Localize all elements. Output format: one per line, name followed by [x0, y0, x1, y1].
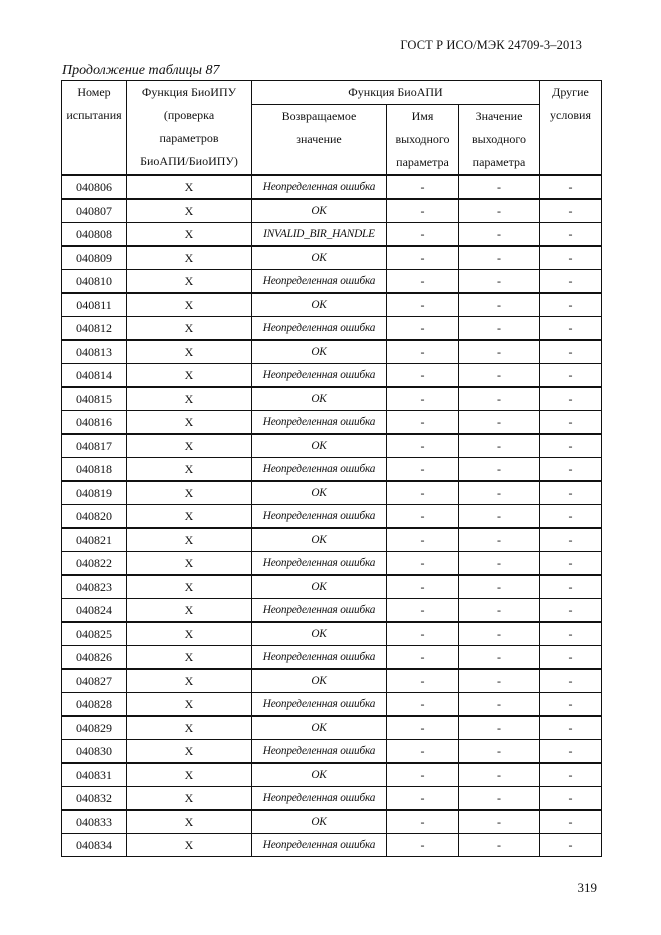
cell-output-value: -	[459, 622, 540, 646]
cell-output-value: -	[459, 316, 540, 340]
cell-return-value: Неопределенная ошибка	[252, 598, 387, 622]
table-row	[62, 316, 602, 340]
cell-bsp-check: X	[127, 175, 252, 199]
table-row	[62, 669, 602, 693]
cell-other-conditions: -	[540, 645, 602, 669]
cell-test-number: 040807	[62, 199, 127, 223]
cell-test-number: 040830	[62, 739, 127, 763]
cell-bsp-check: X	[127, 786, 252, 810]
cell-other-conditions: -	[540, 269, 602, 293]
header-output-name-line: Имя	[411, 109, 434, 123]
cell-other-conditions: -	[540, 598, 602, 622]
cell-output-name: -	[387, 175, 459, 199]
cell-output-name: -	[387, 622, 459, 646]
table-row	[62, 246, 602, 270]
header-output-value-line: выходного	[471, 132, 527, 146]
cell-return-value: OK	[252, 763, 387, 787]
cell-output-value: -	[459, 340, 540, 364]
table-row	[62, 692, 602, 716]
header-bsp-function-line: БиоАПИ/БиоИПУ)	[140, 154, 238, 168]
cell-return-value: OK	[252, 669, 387, 693]
cell-bsp-check: X	[127, 434, 252, 458]
cell-output-value: -	[459, 199, 540, 223]
cell-test-number: 040822	[62, 551, 127, 575]
header-bsp-function-line: Функция БиоИПУ	[141, 85, 237, 99]
cell-output-value: -	[459, 739, 540, 763]
cell-other-conditions: -	[540, 692, 602, 716]
cell-test-number: 040811	[62, 293, 127, 317]
table-row	[62, 340, 602, 364]
cell-bsp-check: X	[127, 739, 252, 763]
cell-output-name: -	[387, 269, 459, 293]
table-row	[62, 786, 602, 810]
cell-test-number: 040834	[62, 833, 127, 857]
cell-output-value: -	[459, 810, 540, 834]
cell-bsp-check: X	[127, 410, 252, 434]
table-row	[62, 222, 602, 246]
table-row	[62, 410, 602, 434]
cell-other-conditions: -	[540, 316, 602, 340]
cell-other-conditions: -	[540, 504, 602, 528]
test-table	[61, 80, 602, 857]
cell-return-value: Неопределенная ошибка	[252, 551, 387, 575]
table-row	[62, 269, 602, 293]
cell-bsp-check: X	[127, 387, 252, 411]
cell-bsp-check: X	[127, 598, 252, 622]
cell-return-value: OK	[252, 387, 387, 411]
cell-test-number: 040813	[62, 340, 127, 364]
cell-return-value: Неопределенная ошибка	[252, 786, 387, 810]
cell-other-conditions: -	[540, 833, 602, 857]
cell-bsp-check: X	[127, 669, 252, 693]
cell-return-value: Неопределенная ошибка	[252, 457, 387, 481]
cell-bsp-check: X	[127, 363, 252, 387]
header-output-name	[387, 105, 459, 176]
table-row	[62, 833, 602, 857]
header-return-line: значение	[296, 132, 342, 146]
cell-output-name: -	[387, 316, 459, 340]
cell-bsp-check: X	[127, 293, 252, 317]
cell-output-name: -	[387, 340, 459, 364]
cell-return-value: INVALID_BIR_HANDLE	[252, 222, 387, 246]
cell-return-value: Неопределенная ошибка	[252, 504, 387, 528]
cell-other-conditions: -	[540, 246, 602, 270]
cell-bsp-check: X	[127, 269, 252, 293]
cell-return-value: OK	[252, 434, 387, 458]
cell-test-number: 040833	[62, 810, 127, 834]
cell-other-conditions: -	[540, 669, 602, 693]
header-return-line: Возвращаемое	[281, 109, 357, 123]
cell-output-name: -	[387, 598, 459, 622]
cell-return-value: OK	[252, 481, 387, 505]
cell-bsp-check: X	[127, 481, 252, 505]
cell-other-conditions: -	[540, 363, 602, 387]
cell-bsp-check: X	[127, 222, 252, 246]
cell-bsp-check: X	[127, 199, 252, 223]
cell-bsp-check: X	[127, 504, 252, 528]
table-row	[62, 763, 602, 787]
cell-other-conditions: -	[540, 763, 602, 787]
cell-test-number: 040817	[62, 434, 127, 458]
header-test-number-line: Номер	[77, 85, 111, 99]
cell-other-conditions: -	[540, 528, 602, 552]
cell-return-value: OK	[252, 810, 387, 834]
table-row	[62, 293, 602, 317]
cell-test-number: 040823	[62, 575, 127, 599]
header-other-line: условия	[550, 108, 591, 122]
cell-output-value: -	[459, 575, 540, 599]
document-header: ГОСТ Р ИСО/МЭК 24709-3–2013	[400, 38, 582, 52]
header-biapi-function: Функция БиоАПИ	[252, 81, 540, 105]
cell-test-number: 040832	[62, 786, 127, 810]
cell-return-value: OK	[252, 716, 387, 740]
cell-output-value: -	[459, 293, 540, 317]
cell-test-number: 040824	[62, 598, 127, 622]
cell-bsp-check: X	[127, 810, 252, 834]
cell-test-number: 040819	[62, 481, 127, 505]
cell-test-number: 040828	[62, 692, 127, 716]
cell-output-name: -	[387, 434, 459, 458]
cell-bsp-check: X	[127, 622, 252, 646]
header-other-conditions	[540, 81, 602, 176]
cell-return-value: Неопределенная ошибка	[252, 833, 387, 857]
table-caption: Продолжение таблицы 87	[62, 63, 220, 78]
cell-other-conditions: -	[540, 551, 602, 575]
header-bsp-function-line: параметров	[159, 131, 219, 145]
cell-output-name: -	[387, 410, 459, 434]
cell-output-name: -	[387, 763, 459, 787]
table-row	[62, 363, 602, 387]
cell-output-name: -	[387, 575, 459, 599]
cell-return-value: Неопределенная ошибка	[252, 363, 387, 387]
cell-bsp-check: X	[127, 716, 252, 740]
table-row	[62, 622, 602, 646]
cell-test-number: 040825	[62, 622, 127, 646]
cell-test-number: 040829	[62, 716, 127, 740]
table-row	[62, 528, 602, 552]
cell-bsp-check: X	[127, 316, 252, 340]
cell-return-value: OK	[252, 528, 387, 552]
cell-output-value: -	[459, 175, 540, 199]
cell-test-number: 040821	[62, 528, 127, 552]
table-row	[62, 199, 602, 223]
cell-other-conditions: -	[540, 739, 602, 763]
table-row	[62, 645, 602, 669]
table-row	[62, 575, 602, 599]
cell-test-number: 040806	[62, 175, 127, 199]
cell-output-name: -	[387, 457, 459, 481]
cell-test-number: 040827	[62, 669, 127, 693]
page-number: 319	[577, 880, 597, 895]
table-row	[62, 551, 602, 575]
cell-output-value: -	[459, 504, 540, 528]
cell-bsp-check: X	[127, 575, 252, 599]
header-other-line: Другие	[552, 85, 589, 99]
cell-output-name: -	[387, 363, 459, 387]
cell-other-conditions: -	[540, 222, 602, 246]
cell-output-name: -	[387, 739, 459, 763]
cell-output-value: -	[459, 598, 540, 622]
cell-output-value: -	[459, 692, 540, 716]
cell-other-conditions: -	[540, 293, 602, 317]
cell-other-conditions: -	[540, 199, 602, 223]
cell-output-value: -	[459, 434, 540, 458]
cell-test-number: 040812	[62, 316, 127, 340]
cell-other-conditions: -	[540, 434, 602, 458]
header-output-name-line: выходного	[395, 132, 450, 146]
cell-output-value: -	[459, 669, 540, 693]
table-row	[62, 434, 602, 458]
table-header	[62, 81, 602, 176]
header-bsp-function	[127, 81, 252, 176]
cell-test-number: 040810	[62, 269, 127, 293]
cell-bsp-check: X	[127, 833, 252, 857]
cell-return-value: Неопределенная ошибка	[252, 175, 387, 199]
cell-bsp-check: X	[127, 551, 252, 575]
cell-output-name: -	[387, 387, 459, 411]
cell-output-name: -	[387, 810, 459, 834]
cell-other-conditions: -	[540, 340, 602, 364]
cell-bsp-check: X	[127, 528, 252, 552]
header-output-value-line: параметра	[472, 155, 526, 169]
cell-return-value: OK	[252, 340, 387, 364]
cell-test-number: 040831	[62, 763, 127, 787]
cell-output-name: -	[387, 528, 459, 552]
table-row	[62, 481, 602, 505]
cell-output-value: -	[459, 363, 540, 387]
header-test-number-line: испытания	[66, 108, 122, 122]
cell-output-name: -	[387, 199, 459, 223]
header-test-number	[62, 81, 127, 176]
cell-test-number: 040820	[62, 504, 127, 528]
cell-return-value: Неопределенная ошибка	[252, 692, 387, 716]
cell-other-conditions: -	[540, 481, 602, 505]
table-row	[62, 175, 602, 199]
cell-bsp-check: X	[127, 246, 252, 270]
table-row	[62, 457, 602, 481]
header-output-name-line: параметра	[396, 155, 449, 169]
header-bsp-function-line: (проверка	[163, 108, 215, 122]
cell-test-number: 040826	[62, 645, 127, 669]
cell-return-value: OK	[252, 246, 387, 270]
cell-other-conditions: -	[540, 786, 602, 810]
cell-output-value: -	[459, 222, 540, 246]
table-row	[62, 739, 602, 763]
cell-output-value: -	[459, 387, 540, 411]
cell-bsp-check: X	[127, 645, 252, 669]
cell-output-name: -	[387, 222, 459, 246]
table-body	[62, 175, 602, 857]
cell-output-value: -	[459, 786, 540, 810]
table-row	[62, 716, 602, 740]
cell-output-name: -	[387, 692, 459, 716]
cell-output-name: -	[387, 551, 459, 575]
cell-other-conditions: -	[540, 410, 602, 434]
cell-output-value: -	[459, 833, 540, 857]
cell-return-value: Неопределенная ошибка	[252, 739, 387, 763]
cell-return-value: Неопределенная ошибка	[252, 269, 387, 293]
cell-bsp-check: X	[127, 692, 252, 716]
cell-return-value: OK	[252, 575, 387, 599]
cell-return-value: Неопределенная ошибка	[252, 316, 387, 340]
cell-output-value: -	[459, 528, 540, 552]
cell-other-conditions: -	[540, 387, 602, 411]
cell-bsp-check: X	[127, 763, 252, 787]
cell-output-value: -	[459, 246, 540, 270]
cell-test-number: 040814	[62, 363, 127, 387]
cell-other-conditions: -	[540, 575, 602, 599]
cell-output-name: -	[387, 293, 459, 317]
cell-test-number: 040818	[62, 457, 127, 481]
cell-other-conditions: -	[540, 716, 602, 740]
header-output-value-line: Значение	[475, 109, 523, 123]
cell-output-value: -	[459, 410, 540, 434]
cell-output-name: -	[387, 246, 459, 270]
cell-output-name: -	[387, 716, 459, 740]
cell-test-number: 040809	[62, 246, 127, 270]
cell-return-value: OK	[252, 622, 387, 646]
cell-test-number: 040808	[62, 222, 127, 246]
cell-other-conditions: -	[540, 457, 602, 481]
cell-bsp-check: X	[127, 340, 252, 364]
cell-return-value: OK	[252, 293, 387, 317]
cell-other-conditions: -	[540, 175, 602, 199]
cell-output-name: -	[387, 645, 459, 669]
cell-test-number: 040815	[62, 387, 127, 411]
table-row	[62, 504, 602, 528]
cell-bsp-check: X	[127, 457, 252, 481]
cell-output-name: -	[387, 669, 459, 693]
table-row	[62, 387, 602, 411]
cell-return-value: OK	[252, 199, 387, 223]
cell-output-value: -	[459, 457, 540, 481]
cell-return-value: Неопределенная ошибка	[252, 645, 387, 669]
cell-other-conditions: -	[540, 622, 602, 646]
cell-output-value: -	[459, 481, 540, 505]
cell-output-value: -	[459, 763, 540, 787]
header-output-value	[459, 105, 540, 176]
cell-return-value: Неопределенная ошибка	[252, 410, 387, 434]
cell-output-name: -	[387, 786, 459, 810]
table-row	[62, 598, 602, 622]
cell-output-value: -	[459, 551, 540, 575]
cell-other-conditions: -	[540, 810, 602, 834]
cell-output-value: -	[459, 716, 540, 740]
cell-output-value: -	[459, 645, 540, 669]
cell-test-number: 040816	[62, 410, 127, 434]
cell-output-name: -	[387, 833, 459, 857]
cell-output-name: -	[387, 481, 459, 505]
table-row	[62, 810, 602, 834]
header-return-value	[252, 105, 387, 176]
cell-output-value: -	[459, 269, 540, 293]
cell-output-name: -	[387, 504, 459, 528]
